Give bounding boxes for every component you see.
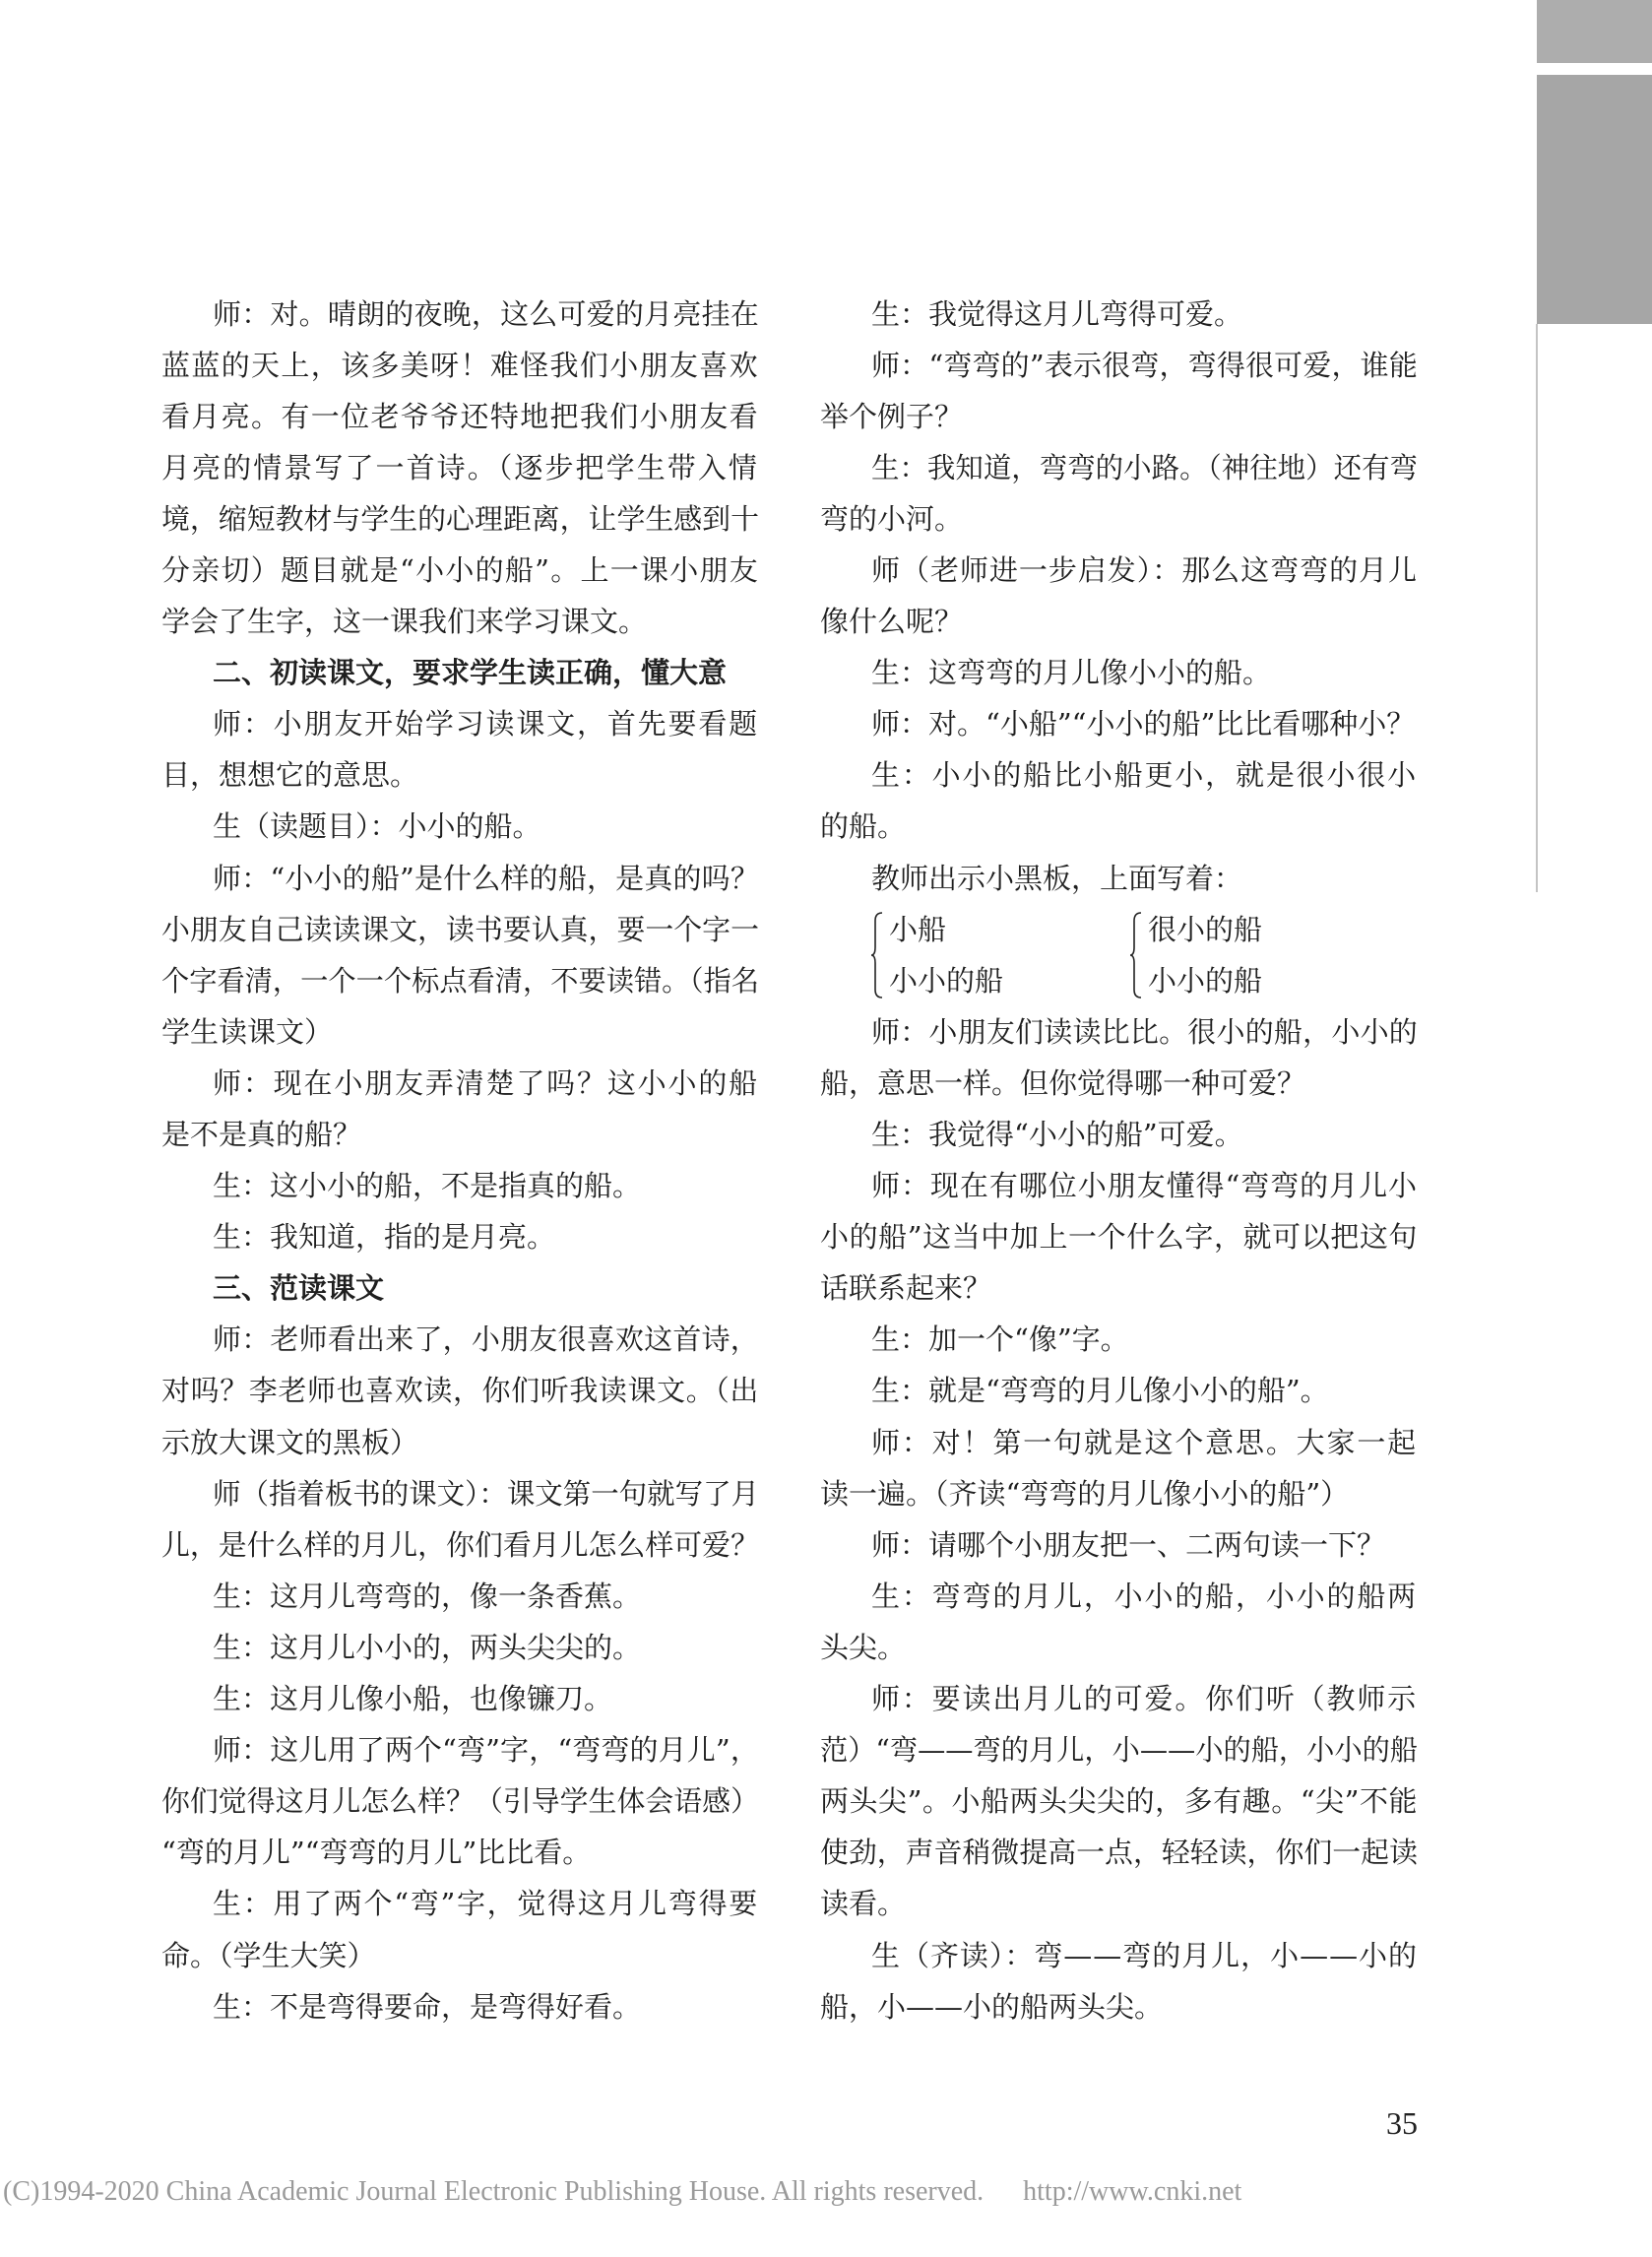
text-line	[871, 1160, 1418, 1211]
left-text-column	[161, 289, 759, 2032]
line-text: 生：就是“弯弯的月儿像小小的船”。	[871, 1374, 1329, 1408]
text-line	[161, 1109, 759, 1160]
text-line	[161, 340, 759, 391]
line-text: 头尖。	[820, 1630, 907, 1664]
comparison-group	[1129, 904, 1366, 1006]
paragraph	[161, 698, 759, 801]
paragraph	[820, 545, 1418, 647]
text-line	[213, 1160, 759, 1211]
text-line	[213, 1724, 759, 1775]
paragraph	[161, 1314, 759, 1467]
text-line	[871, 698, 1418, 749]
paragraph	[820, 647, 1418, 698]
text-line	[871, 1673, 1418, 1724]
text-line	[871, 647, 1418, 698]
paragraph	[161, 1673, 759, 1724]
text-line	[871, 853, 1418, 904]
line-text: 话联系起来？	[820, 1271, 992, 1306]
line-text: 师：小朋友开始学习读课文，首先要看题	[213, 707, 759, 742]
text-line	[213, 1262, 759, 1314]
text-line	[213, 1058, 759, 1109]
line-text: 生：我知道，指的是月亮。	[213, 1220, 556, 1255]
text-line	[161, 1365, 759, 1416]
paragraph	[820, 749, 1418, 852]
text-line	[820, 1058, 1418, 1109]
paragraph	[161, 853, 759, 1058]
line-text: 船，小——小的船两头尖。	[820, 1989, 1164, 2024]
line-text: 使劲，声音稍微提高一点，轻轻读，你们一起读	[820, 1836, 1418, 1870]
brace-icon	[1129, 911, 1143, 1000]
paragraph	[820, 1109, 1418, 1160]
paragraph	[161, 1571, 759, 1622]
paragraph	[161, 1211, 759, 1262]
text-line	[161, 1930, 759, 1981]
text-line	[161, 596, 759, 647]
line-text: 生：这弯弯的月儿像小小的船。	[871, 656, 1272, 690]
line-text: 月亮的情景写了一首诗。（逐步把学生带入情	[161, 450, 759, 484]
line-text: 生：这月儿小小的，两头尖尖的。	[213, 1630, 642, 1664]
text-line	[820, 493, 1418, 545]
line-text: 生（读题目）：小小的船。	[213, 809, 541, 844]
text-line	[820, 1468, 1418, 1519]
text-line	[161, 545, 759, 596]
line-text: 生：我觉得“小小的船”可爱。	[871, 1118, 1243, 1151]
line-text: 生：我觉得这月儿弯得可爱。	[871, 296, 1243, 331]
paragraph	[161, 1878, 759, 1980]
paragraph	[820, 1006, 1418, 1109]
line-text: 命。（学生大笑）	[161, 1938, 376, 1972]
paragraph	[820, 1673, 1418, 1929]
line-text: 师：这儿用了两个“弯”字，“弯弯的月儿”，	[213, 1733, 759, 1768]
text-line	[213, 1468, 759, 1519]
line-text: 对吗？李老师也喜欢读，你们听我读课文。（出	[161, 1374, 759, 1408]
text-line	[820, 596, 1418, 647]
line-text: 师：对！第一句就是这个意思。大家一起	[871, 1425, 1418, 1459]
footer-url: http://www.cnki.net	[1023, 2176, 1242, 2207]
line-text: 生：不是弯得要命，是弯得好看。	[213, 1989, 642, 2024]
text-line	[820, 1827, 1418, 1878]
page-number: 35	[1386, 2105, 1418, 2141]
line-text: 师：对。“小船”“小小的船”比比看哪种小？	[871, 707, 1416, 742]
edge-tab	[1537, 75, 1652, 324]
text-line	[161, 904, 759, 955]
text-line	[871, 1519, 1418, 1571]
comparison-item: 很小的船	[1148, 912, 1263, 946]
paragraph	[161, 1160, 759, 1211]
paragraph	[820, 1930, 1418, 2032]
paragraph	[820, 1314, 1418, 1365]
line-text: 师：老师看出来了，小朋友很喜欢这首诗，	[213, 1322, 759, 1357]
text-line	[161, 749, 759, 801]
text-line	[161, 391, 759, 442]
line-text: 生：用了两个“弯”字，觉得这月儿弯得要	[213, 1887, 759, 1921]
line-text: 师：“弯弯的”表示很弯，弯得很可爱，谁能	[871, 348, 1418, 382]
text-line	[213, 1981, 759, 2032]
line-text: 三、范读课文	[213, 1271, 385, 1306]
line-text: 示放大课文的黑板）	[161, 1425, 419, 1459]
paragraph	[820, 698, 1418, 749]
line-text: 学生读课文）	[161, 1014, 334, 1049]
text-line	[161, 1775, 759, 1827]
text-line	[820, 1981, 1418, 2032]
line-text: 目，想想它的意思。	[161, 758, 419, 793]
text-line	[871, 1417, 1418, 1468]
line-text: 小的船”这当中加上一个什么字，就可以把这句	[820, 1220, 1418, 1255]
paragraph	[820, 1365, 1418, 1416]
edge-tab-top	[1537, 0, 1652, 63]
comparison-item: 小小的船	[1148, 963, 1263, 998]
text-line	[820, 1775, 1418, 1827]
text-line	[161, 493, 759, 545]
paragraph	[161, 1724, 759, 1878]
text-line	[820, 1724, 1418, 1775]
line-text: 船，意思一样。但你觉得哪一种可爱？	[820, 1065, 1306, 1100]
text-line	[213, 801, 759, 852]
line-text: 生：这月儿像小船，也像镰刀。	[213, 1682, 613, 1716]
brace-icon	[870, 911, 884, 1000]
text-line	[871, 1930, 1418, 1981]
comparison-item: 小船	[889, 912, 947, 946]
line-text: 蓝蓝的天上，该多美呀！难怪我们小朋友喜欢	[161, 348, 759, 382]
comparison-board	[820, 904, 1418, 1006]
text-line	[213, 1673, 759, 1724]
paragraph	[161, 801, 759, 852]
copyright-footer	[3, 2176, 1241, 2208]
text-line	[213, 289, 759, 340]
line-text: 举个例子？	[820, 399, 964, 433]
comparison-group	[870, 904, 1107, 1006]
text-line	[213, 853, 759, 904]
paragraph	[820, 1160, 1418, 1314]
paragraph	[820, 1519, 1418, 1571]
text-line	[213, 1622, 759, 1673]
line-text: 师：现在有哪位小朋友懂得“弯弯的月儿小	[871, 1169, 1418, 1203]
line-text: 师（老师进一步启发）：那么这弯弯的月儿	[871, 552, 1418, 587]
section-heading	[161, 647, 759, 698]
text-line	[871, 1006, 1418, 1058]
right-text-column	[820, 289, 1418, 2032]
text-line	[871, 1109, 1418, 1160]
line-text: 生：我知道，弯弯的小路。（神往地）还有弯	[871, 450, 1418, 484]
line-text: 生：加一个“像”字。	[871, 1322, 1129, 1357]
line-text: 儿，是什么样的月儿，你们看月儿怎么样可爱？	[161, 1527, 759, 1562]
paragraph	[820, 853, 1418, 904]
text-line	[161, 1827, 759, 1878]
text-line	[161, 955, 759, 1006]
line-text: 二、初读课文，要求学生读正确，懂大意	[213, 656, 728, 690]
paragraph	[161, 1468, 759, 1571]
line-text: 弯的小河。	[820, 501, 964, 536]
line-text: 分亲切）题目就是“小小的船”。上一课小朋友	[161, 552, 759, 587]
line-text: 师：要读出月儿的可爱。你们听（教师示	[871, 1682, 1418, 1716]
line-text: 学会了生字，这一课我们来学习课文。	[161, 605, 648, 639]
paragraph	[161, 1058, 759, 1160]
text-line	[871, 442, 1418, 493]
text-line	[213, 1878, 759, 1929]
paragraph	[820, 442, 1418, 545]
line-text: 师（指着板书的课文）：课文第一句就写了月	[213, 1476, 759, 1511]
line-text: 小朋友自己读读课文，读书要认真，要一个字一	[161, 912, 759, 946]
line-text: 生：这小小的船，不是指真的船。	[213, 1169, 642, 1203]
text-line	[871, 1314, 1418, 1365]
paragraph	[161, 289, 759, 648]
line-text: 的船。	[820, 809, 907, 844]
text-line	[871, 749, 1418, 801]
paragraph	[161, 1981, 759, 2032]
line-text: 看月亮。有一位老爷爷还特地把我们小朋友看	[161, 399, 759, 433]
line-text: 你们觉得这月儿怎么样？（引导学生体会语感）	[161, 1784, 759, 1819]
text-line	[871, 1571, 1418, 1622]
section-heading	[161, 1262, 759, 1314]
line-text: 生：这月儿弯弯的，像一条香蕉。	[213, 1579, 642, 1613]
text-line	[820, 391, 1418, 442]
text-line	[213, 698, 759, 749]
line-text: 读一遍。（齐读“弯弯的月儿像小小的船”）	[820, 1476, 1350, 1511]
line-text: 师：对。晴朗的夜晚，这么可爱的月亮挂在	[213, 296, 759, 331]
text-line	[820, 801, 1418, 852]
text-line	[161, 1006, 759, 1058]
line-text: “弯的月儿”“弯弯的月儿”比比看。	[161, 1836, 592, 1870]
line-text: 两头尖”。小船两头尖尖的，多有趣。“尖”不能	[820, 1784, 1418, 1819]
paragraph	[820, 1571, 1418, 1673]
text-line	[213, 1314, 759, 1365]
text-line	[820, 1262, 1418, 1314]
line-text: 师：现在小朋友弄清楚了吗？这小小的船	[213, 1065, 759, 1100]
text-line	[871, 289, 1418, 340]
text-line	[161, 1519, 759, 1571]
line-text: 是不是真的船？	[161, 1118, 362, 1151]
line-text: 境，缩短教材与学生的心理距离，让学生感到十	[161, 501, 759, 536]
text-line	[213, 647, 759, 698]
comparison-item: 小小的船	[889, 963, 1004, 998]
text-line	[820, 1211, 1418, 1262]
line-text: 教师出示小黑板，上面写着：	[871, 861, 1243, 895]
text-line	[161, 1417, 759, 1468]
paragraph	[820, 289, 1418, 340]
copyright-text: (C)1994-2020 China Academic Journal Electronic Publishing House. All rights reserved.	[3, 2176, 985, 2207]
text-line	[820, 1878, 1418, 1929]
text-line	[871, 545, 1418, 596]
line-text: 师：“小小的船”是什么样的船，是真的吗？	[213, 861, 759, 895]
paragraph	[820, 340, 1418, 442]
text-line	[820, 1622, 1418, 1673]
line-text: 师：请哪个小朋友把一、二两句读一下？	[871, 1527, 1386, 1562]
line-text: 像什么呢？	[820, 605, 964, 639]
text-line	[871, 340, 1418, 391]
line-text: 师：小朋友们读读比比。很小的船，小小的	[871, 1014, 1418, 1049]
line-text: 生（齐读）：弯——弯的月儿，小——小的	[871, 1938, 1418, 1972]
paragraph	[820, 1417, 1418, 1519]
text-line	[213, 1571, 759, 1622]
line-text: 范）“弯——弯的月儿，小——小的船，小小的船	[820, 1733, 1418, 1768]
line-text: 生：弯弯的月儿，小小的船，小小的船两	[871, 1579, 1418, 1613]
text-line	[161, 442, 759, 493]
text-line	[871, 1365, 1418, 1416]
text-line	[213, 1211, 759, 1262]
line-text: 个字看清，一个一个标点看清，不要读错。（指名	[161, 963, 759, 998]
edge-tab-rule	[1536, 324, 1538, 892]
paragraph	[161, 1622, 759, 1673]
line-text: 读看。	[820, 1887, 907, 1921]
line-text: 生：小小的船比小船更小，就是很小很小	[871, 758, 1418, 793]
